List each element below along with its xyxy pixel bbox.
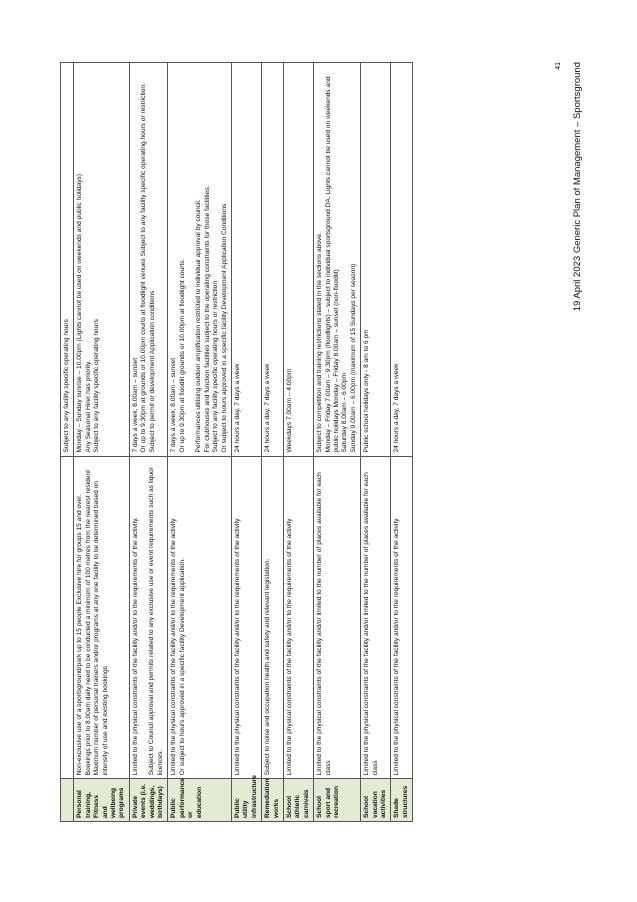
table-row (262, 63, 284, 822)
table-row (283, 63, 313, 822)
hours-cell (129, 63, 168, 457)
page-number: 41 (555, 62, 562, 70)
hours-line: Or up to 9.30pm at grounds or 10.00pm courts at floodlight venues Subject to any facility specific operating hours or restriction. (140, 83, 148, 453)
activity-cell (61, 779, 74, 822)
hours-cell (391, 63, 413, 457)
table-body (61, 63, 413, 822)
hours-cell (74, 63, 129, 457)
conditions-cell (361, 456, 391, 779)
condition-line: Non-exclusive use of a sportsground/park up to 15 people Exclusive hire for groups 15 and over. (76, 494, 84, 776)
hours-cell (61, 63, 74, 457)
activity-cell (283, 779, 313, 822)
table-row (391, 63, 413, 822)
table-row (168, 63, 231, 822)
condition-line: Subject to noise and occupation health and safety and relevant legislation. (264, 558, 272, 776)
activity-name: Shade structures (393, 785, 409, 818)
conditions-cell (74, 456, 129, 779)
hours-cell (283, 63, 313, 457)
table-row (74, 63, 129, 822)
table-row (314, 63, 361, 822)
page-footer: 19 April 2023 Generic Plan of Management – Sportsground (572, 62, 583, 312)
activity-cell (168, 776, 231, 822)
hours-cell (314, 63, 361, 457)
hours-cell (262, 63, 284, 457)
hours-line: Weekdays 7.00am – 4.00pm (285, 368, 293, 453)
activity-cell (262, 776, 284, 822)
activity-cell (129, 779, 168, 822)
hours-line: 7 days a week, 8.00am – sunset (170, 357, 178, 453)
condition-line: Limited to the physical constraints of the facility and/or to the requirements of the activity (393, 518, 401, 776)
conditions-cell (129, 456, 168, 779)
hours-line: For clubhouses and function facilities subject to the operating constraints for those facilities. (203, 185, 211, 453)
conditions-cell (168, 456, 231, 779)
hours-line: 7 days a week, 8.00am – sunset (131, 357, 139, 453)
hours-line: Subject to competition and training restrictions stated in the sections above. (316, 232, 324, 453)
activity-name: Private events (i.e. weddings, birthdays) (131, 782, 165, 818)
condition-line: Subject to Council approval and permits related to any exclusive use or event requirements such as liquor licences. (148, 465, 164, 776)
hours-cell (231, 63, 261, 457)
hours-line: Any Seasonal Hirer has priority. (84, 360, 92, 453)
activity-name: Remediation works (264, 776, 280, 818)
condition-line (140, 460, 148, 776)
activity-name: Personal training, Fitness and wellbeing programs (76, 786, 126, 818)
condition-line: Limited to the physical constraints of the facility and/or to the requirements of the activity (170, 518, 178, 776)
conditions-cell (61, 456, 74, 779)
hours-line: 24 hours a day, 7 days a week (393, 363, 401, 453)
hours-line: Subject to any facility specific operating hours (63, 319, 70, 453)
condition-line: Maximum number of personal trainers and/or programs at any one facility to be determined based on intensity of use and existing bookings (93, 479, 109, 776)
activity-name: School vacation activities (363, 789, 387, 818)
activity-name: Public utility infrastructure (233, 775, 258, 818)
condition-line: Bookings prior to 8.00am daily need to be conducted a minimum of 100 metres from the nearest resident (84, 470, 92, 776)
condition-line: Limited to the physical constraints of the facility and/or to the requirements of the activity (285, 518, 293, 776)
table-row (231, 63, 261, 822)
activity-cell (361, 779, 391, 822)
hours-cell (168, 63, 231, 457)
hours-line: Monday – Friday 7.00am – 9.30pm (floodlights) – subject to individual sportsground DA. Lights cannot be used on weekends and public holidays Monday – Friday 8.00am – sunset (non-floodlit) (324, 74, 340, 453)
conditions-cell (262, 456, 284, 779)
hours-line: Saturday 8.00am – 6.00pm (341, 372, 349, 453)
condition-line: Limited to the physical constraints of the facility and/or to the requirements of the activity (233, 518, 241, 776)
plan-of-management-table (60, 62, 413, 822)
hours-line: Subject to permit or development Application conditions (148, 290, 156, 453)
conditions-cell (231, 456, 261, 779)
conditions-cell (391, 456, 413, 779)
activity-name: School athletic carnivals (285, 789, 310, 818)
activity-name: Public performance or education (170, 776, 203, 818)
hours-line: 24 hours a day, 7 days a week (233, 363, 241, 453)
table-row (361, 63, 391, 822)
activity-cell (314, 779, 361, 822)
activity-cell (74, 779, 129, 822)
hours-line: 24 hours a day, 7 days a week (264, 363, 272, 453)
hours-line (187, 66, 195, 453)
condition-line: Limited to the physical constraints of the facility and/or limited to the number of places available for each class (363, 470, 379, 776)
condition-line: Limited to the physical constraints of the facility and/or limited to the number of places available for each class (316, 470, 332, 776)
conditions-cell (314, 456, 361, 779)
hours-line: Subject to any facility specific operating hours (93, 319, 101, 453)
hours-line: Or up to 9.30pm at floodlit grounds or 10.00pm at floodlight courts. (178, 258, 186, 453)
hours-cell (361, 63, 391, 457)
activity-cell (391, 779, 413, 822)
activity-cell (231, 775, 261, 822)
hours-line: Public school holidays only - 8 am to 6 pm (363, 329, 371, 453)
hours-line: Subject to any facility specific operating hours or restriction (212, 281, 220, 453)
hours-line: Performances utilising outdoor amplification restricted to individual approval by council. (195, 199, 203, 453)
table-row (61, 63, 74, 822)
table-row (129, 63, 168, 822)
hours-line: Monday – Sunday sunrise – 10.00pm (Lights cannot be used on weekends and public holidays) (76, 173, 84, 453)
condition-line: Limited to the physical constraints of the facility and/or to the requirements of the activity. (131, 517, 139, 776)
condition-line: Or subject to hours approved in a specific facility Development application. (178, 557, 186, 776)
hours-line: Or subject to hours approved in a specific facility Development Application Conditions (220, 203, 228, 453)
hours-line: Sunday 9.00am – 6.00pm (maximum of 15 Sundays per season) (349, 263, 357, 453)
activity-name: School sport and recreation (316, 786, 340, 818)
conditions-cell (283, 456, 313, 779)
